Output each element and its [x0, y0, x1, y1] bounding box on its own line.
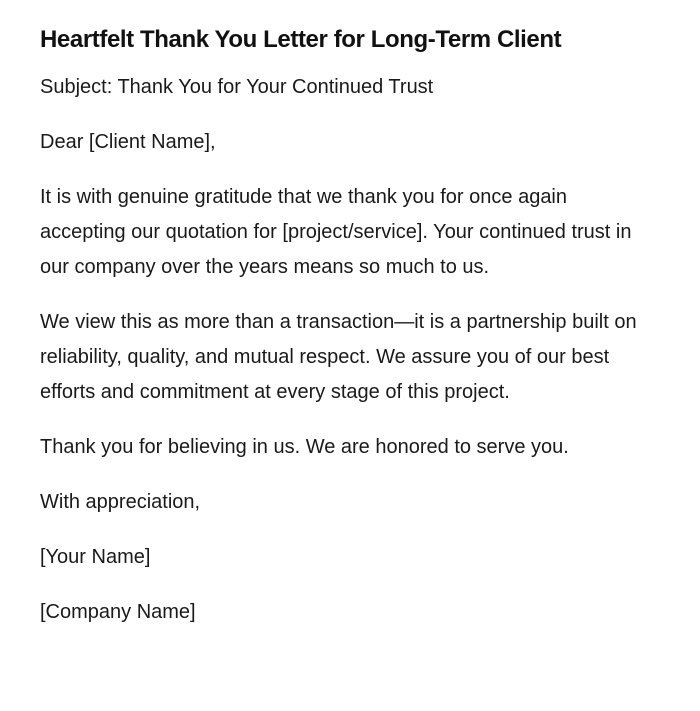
body-paragraph-2: We view this as more than a transaction—it is a partnership built on reliability, quality, and mutual respect. We assure you of our best efforts and commitment at every stage of this project.: [40, 311, 637, 403]
letter-document: [40, 22, 640, 650]
salutation: Dear [Client Name],: [40, 131, 216, 153]
body-paragraph-3: Thank you for believing in us. We are honored to serve you.: [40, 436, 569, 458]
company-name: [Company Name]: [40, 601, 196, 623]
closing-line: With appreciation,: [40, 491, 201, 513]
document-title: Heartfelt Thank You Letter for Long-Term Client: [40, 26, 562, 53]
sender-name: [Your Name]: [40, 546, 151, 568]
body-paragraph-1: It is with genuine gratitude that we thank you for once again accepting our quotation for [project/service]. Your continued trust in our company over the years means so much to us.: [40, 186, 632, 278]
subject-line: Subject: Thank You for Your Continued Trust: [40, 76, 434, 98]
